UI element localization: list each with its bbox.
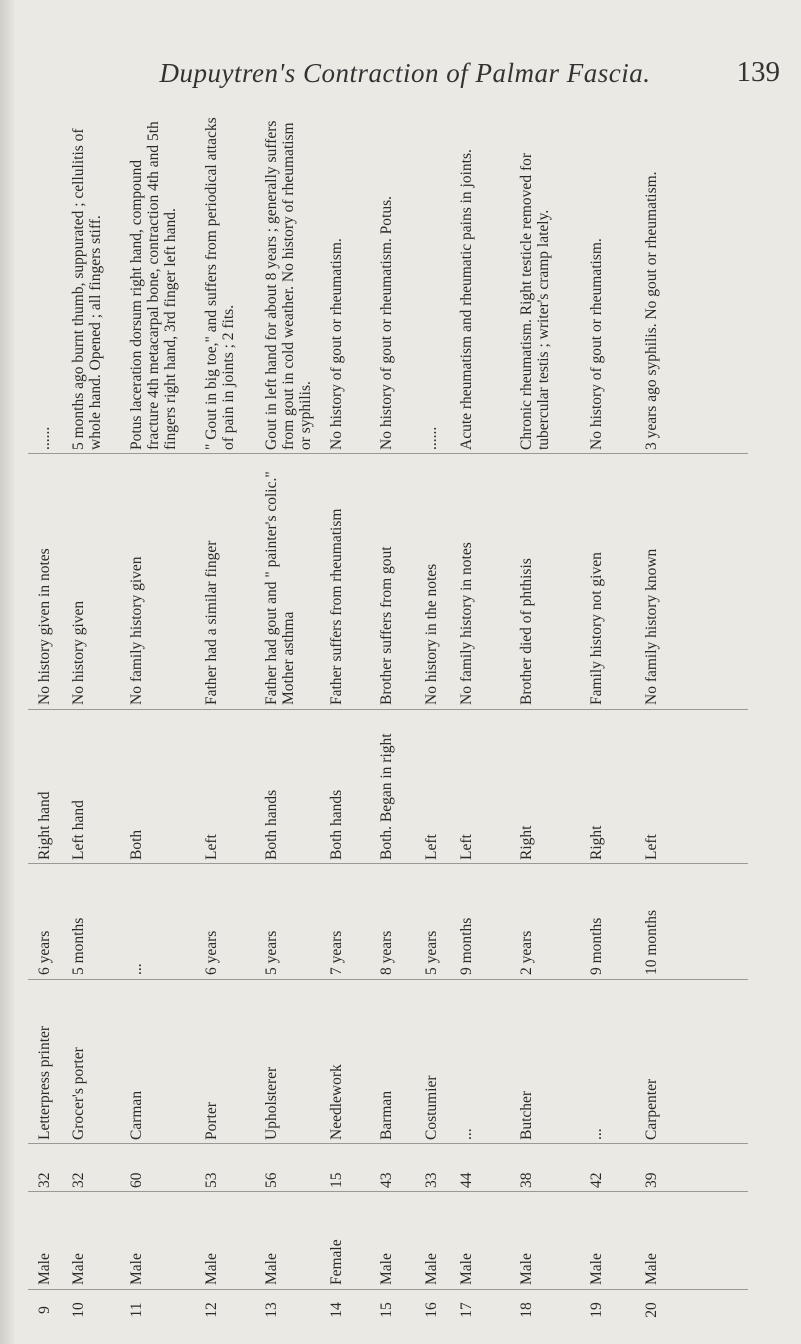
age-cell: 53: [203, 1172, 220, 1188]
occupation-cell: Barman: [378, 1090, 395, 1140]
occupation-cell: Letterpress printer: [36, 1025, 53, 1140]
sex-cell: Male: [263, 1253, 280, 1285]
hand-cell: Left hand: [70, 800, 87, 860]
duration-cell: 9 months: [458, 917, 475, 975]
sex-cell: Male: [458, 1253, 475, 1285]
page-header: [100, 58, 780, 98]
duration-cell: ...: [128, 963, 145, 975]
duration-cell: 2 years: [518, 930, 535, 975]
duration-cell: 8 years: [378, 930, 395, 975]
table-row: [458, 108, 510, 1330]
case-number: 11: [128, 1302, 145, 1318]
duration-cell: 5 years: [423, 930, 440, 975]
table-row: [643, 108, 695, 1330]
family-history-cell: No family history known: [643, 548, 660, 705]
family-history-cell: No family history given: [128, 556, 145, 705]
case-number: 12: [203, 1302, 220, 1318]
duration-cell: 6 years: [36, 930, 53, 975]
case-number: 14: [328, 1302, 345, 1318]
sex-cell: Male: [423, 1253, 440, 1285]
page-edge: [0, 0, 14, 1344]
hand-cell: Right: [588, 825, 605, 860]
family-history-cell: Father suffers from rheumatism: [328, 508, 345, 705]
age-cell: 44: [458, 1172, 475, 1188]
occupation-cell: Grocer's porter: [70, 1047, 87, 1140]
remarks-cell: No history of gout or rheumatism. Potus.: [378, 195, 395, 450]
family-history-cell: Family history not given: [588, 552, 605, 705]
age-cell: 32: [36, 1172, 53, 1188]
table-row: [328, 108, 374, 1330]
age-cell: 33: [423, 1172, 440, 1188]
case-table: [28, 108, 748, 1330]
age-cell: 39: [643, 1172, 660, 1188]
age-cell: 56: [263, 1172, 280, 1188]
table-area: [28, 108, 748, 1330]
hand-cell: Left: [203, 834, 220, 860]
table-row: [518, 108, 584, 1330]
sex-cell: Male: [70, 1253, 87, 1285]
duration-cell: 10 months: [643, 909, 660, 975]
remarks-cell: Chronic rheumatism. Right testicle removed for tubercular testis ; writer's cramp lately.: [518, 152, 552, 450]
occupation-cell: Costumier: [423, 1075, 440, 1140]
table-row: [36, 108, 66, 1330]
sex-cell: Male: [518, 1253, 535, 1285]
remarks-cell: Acute rheumatism and rheumatic pains in joints.: [458, 149, 475, 450]
table-row: [423, 108, 455, 1330]
running-title: Dupuytren's Contraction of Palmar Fascia.: [159, 58, 651, 88]
age-cell: 42: [588, 1172, 605, 1188]
occupation-cell: Carpenter: [643, 1078, 660, 1140]
table-row: [203, 108, 259, 1330]
remarks-cell: Gout in left hand for about 8 years ; generally suffers from gout in cold weather. No history of rheumatism or syphilis.: [263, 120, 314, 450]
remarks-cell: No history of gout or rheumatism.: [588, 238, 605, 450]
duration-cell: 5 years: [263, 930, 280, 975]
sex-cell: Male: [36, 1253, 53, 1285]
sex-cell: Male: [643, 1253, 660, 1285]
hand-cell: Both: [128, 829, 145, 860]
remarks-cell: Potus laceration dorsum right hand, compound fracture 4th metacarpal bone, contraction 4th and 5th fingers right hand, 3rd finger left hand.: [128, 121, 179, 450]
hand-cell: Right hand: [36, 791, 53, 860]
occupation-cell: Porter: [203, 1102, 220, 1140]
case-number: 20: [643, 1302, 660, 1318]
age-cell: 43: [378, 1172, 395, 1188]
case-number: 15: [378, 1302, 395, 1318]
family-history-cell: Father had gout and " painter's colic." Mother asthma: [263, 471, 297, 705]
remarks-cell: 5 months ago burnt thumb, suppurated ; cellulitis of whole hand. Opened ; all fingers stiff.: [70, 128, 104, 450]
case-number: 13: [263, 1302, 280, 1318]
remarks-cell: 3 years ago syphilis. No gout or rheumatism.: [643, 171, 660, 450]
family-history-cell: Brother died of phthisis: [518, 558, 535, 705]
hand-cell: Left: [643, 834, 660, 860]
case-number: 19: [588, 1302, 605, 1318]
duration-cell: 9 months: [588, 917, 605, 975]
table-row: [378, 108, 418, 1330]
family-history-cell: No history given in notes: [36, 548, 53, 705]
sex-cell: Female: [328, 1239, 345, 1285]
remarks-cell: " Gout in big toe," and suffers from periodical attacks of pain in joints ; 2 fits.: [203, 117, 237, 450]
case-number: 9: [36, 1306, 53, 1314]
occupation-cell: ...: [458, 1128, 475, 1140]
page-number: 139: [736, 56, 780, 88]
duration-cell: 5 months: [70, 917, 87, 975]
family-history-cell: Brother suffers from gout: [378, 546, 395, 705]
case-number: 10: [70, 1302, 87, 1318]
age-cell: 32: [70, 1172, 87, 1188]
remarks-cell: ......: [36, 426, 53, 450]
hand-cell: Left: [458, 834, 475, 860]
table-row: [588, 108, 638, 1330]
age-cell: 38: [518, 1172, 535, 1188]
sex-cell: Male: [378, 1253, 395, 1285]
table-row: [128, 108, 200, 1330]
duration-cell: 7 years: [328, 930, 345, 975]
sex-cell: Male: [588, 1253, 605, 1285]
hand-cell: Both hands: [263, 789, 280, 860]
hand-cell: Both hands: [328, 789, 345, 860]
hand-cell: Left: [423, 834, 440, 860]
family-history-cell: No history in the notes: [423, 563, 440, 705]
family-history-cell: No family history in notes: [458, 542, 475, 705]
age-cell: 60: [128, 1172, 145, 1188]
age-cell: 15: [328, 1172, 345, 1188]
duration-cell: 6 years: [203, 930, 220, 975]
hand-cell: Right: [518, 825, 535, 860]
case-number: 17: [458, 1302, 475, 1318]
occupation-cell: Needlework: [328, 1064, 345, 1140]
occupation-cell: ...: [588, 1128, 605, 1140]
occupation-cell: Upholsterer: [263, 1066, 280, 1140]
remarks-cell: No history of gout or rheumatism.: [328, 238, 345, 450]
table-row: [263, 108, 325, 1330]
family-history-cell: No history given: [70, 600, 87, 705]
hand-cell: Both. Began in right: [378, 733, 395, 860]
table-row: [70, 108, 124, 1330]
case-number: 16: [423, 1302, 440, 1318]
case-number: 18: [518, 1302, 535, 1318]
occupation-cell: Carman: [128, 1090, 145, 1140]
occupation-cell: Butcher: [518, 1090, 535, 1140]
remarks-cell: ......: [423, 426, 440, 450]
sex-cell: Male: [203, 1253, 220, 1285]
sex-cell: Male: [128, 1253, 145, 1285]
family-history-cell: Father had a similar finger: [203, 540, 220, 705]
